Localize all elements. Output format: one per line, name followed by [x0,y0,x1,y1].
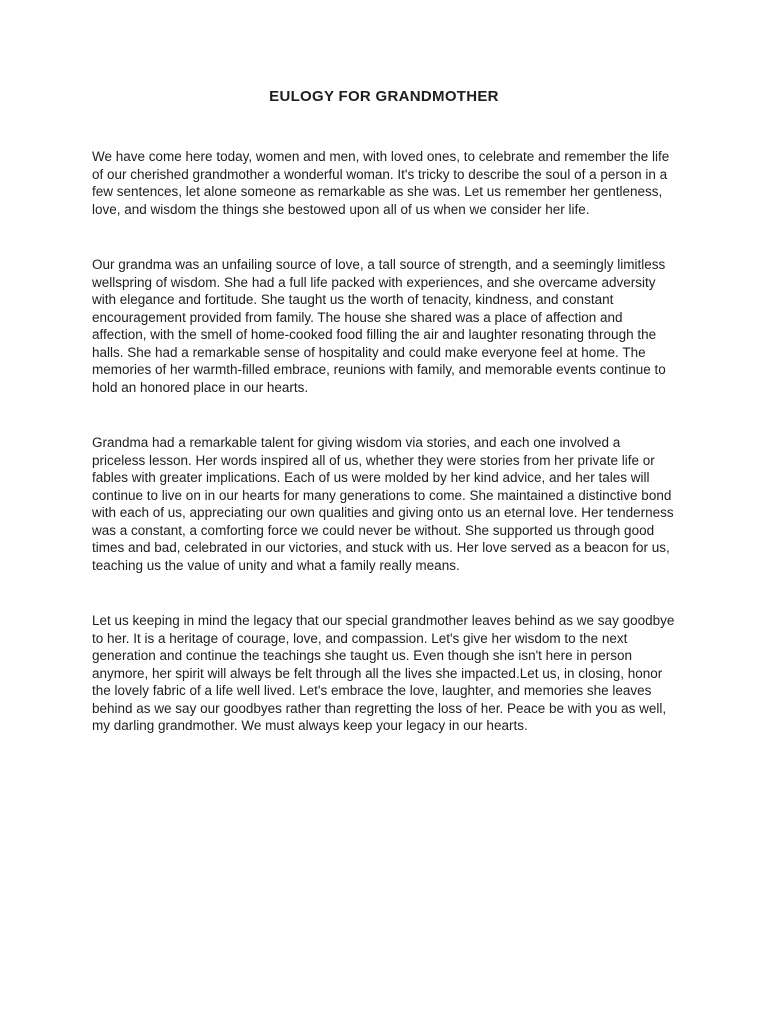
paragraph-stories-wisdom: Grandma had a remarkable talent for giving wisdom via stories, and each one involved a priceless lesson. Her words inspired all of us, whether they were stories from her private life or fables with greater implications. Each of us were molded by her kind advice, and her tales will continue to live on in our hearts for many generations to come. She maintained a distinctive bond with each of us, appreciating our own qualities and giving onto us an eternal love. Her tenderness was a constant, a comforting force we could never be without. She supported us through good times and bad, celebrated in our victories, and stuck with us. Her love served as a beacon for us, teaching us the value of unity and what a family really means. [92,435,674,573]
paragraph-opening: We have come here today, women and men, with loved ones, to celebrate and remember the life of our cherished grandmother a wonderful woman. It's tricky to describe the soul of a person in a few sentences, let alone someone as remarkable as she was. Let us remember her gentleness, love, and wisdom the things she bestowed upon all of us when we consider her life. [92,149,670,217]
document-title: EULOGY FOR GRANDMOTHER [269,88,499,105]
paragraph-closing-legacy: Let us keeping in mind the legacy that our special grandmother leaves behind as we say goodbye to her. It is a heritage of courage, love, and compassion. Let's give her wisdom to the next generation and continue the teachings she taught us. Even though she isn't here in person anymore, her spirit will always be felt through all the lives she impacted.Let us, in closing, honor the lovely fabric of a life well lived. Let's embrace the love, laughter, and memories she leaves behind as we say our goodbyes rather than regretting the loss of her. Peace be with you as well, my darling grandmother. We must always keep your legacy in our hearts. [92,613,675,733]
paragraph-grandma-qualities: Our grandma was an unfailing source of love, a tall source of strength, and a seemingly limitless wellspring of wisdom. She had a full life packed with experiences, and she overcame adversity with elegance and fortitude. She taught us the worth of tenacity, kindness, and constant encouragement provided from family. The house she shared was a place of affection and affection, with the smell of home-cooked food filling the air and laughter resonating through the halls. She had a remarkable sense of hospitality and could make everyone feel at home. The memories of her warmth-filled embrace, reunions with family, and memorable events continue to hold an honored place in our hearts. [92,257,666,395]
